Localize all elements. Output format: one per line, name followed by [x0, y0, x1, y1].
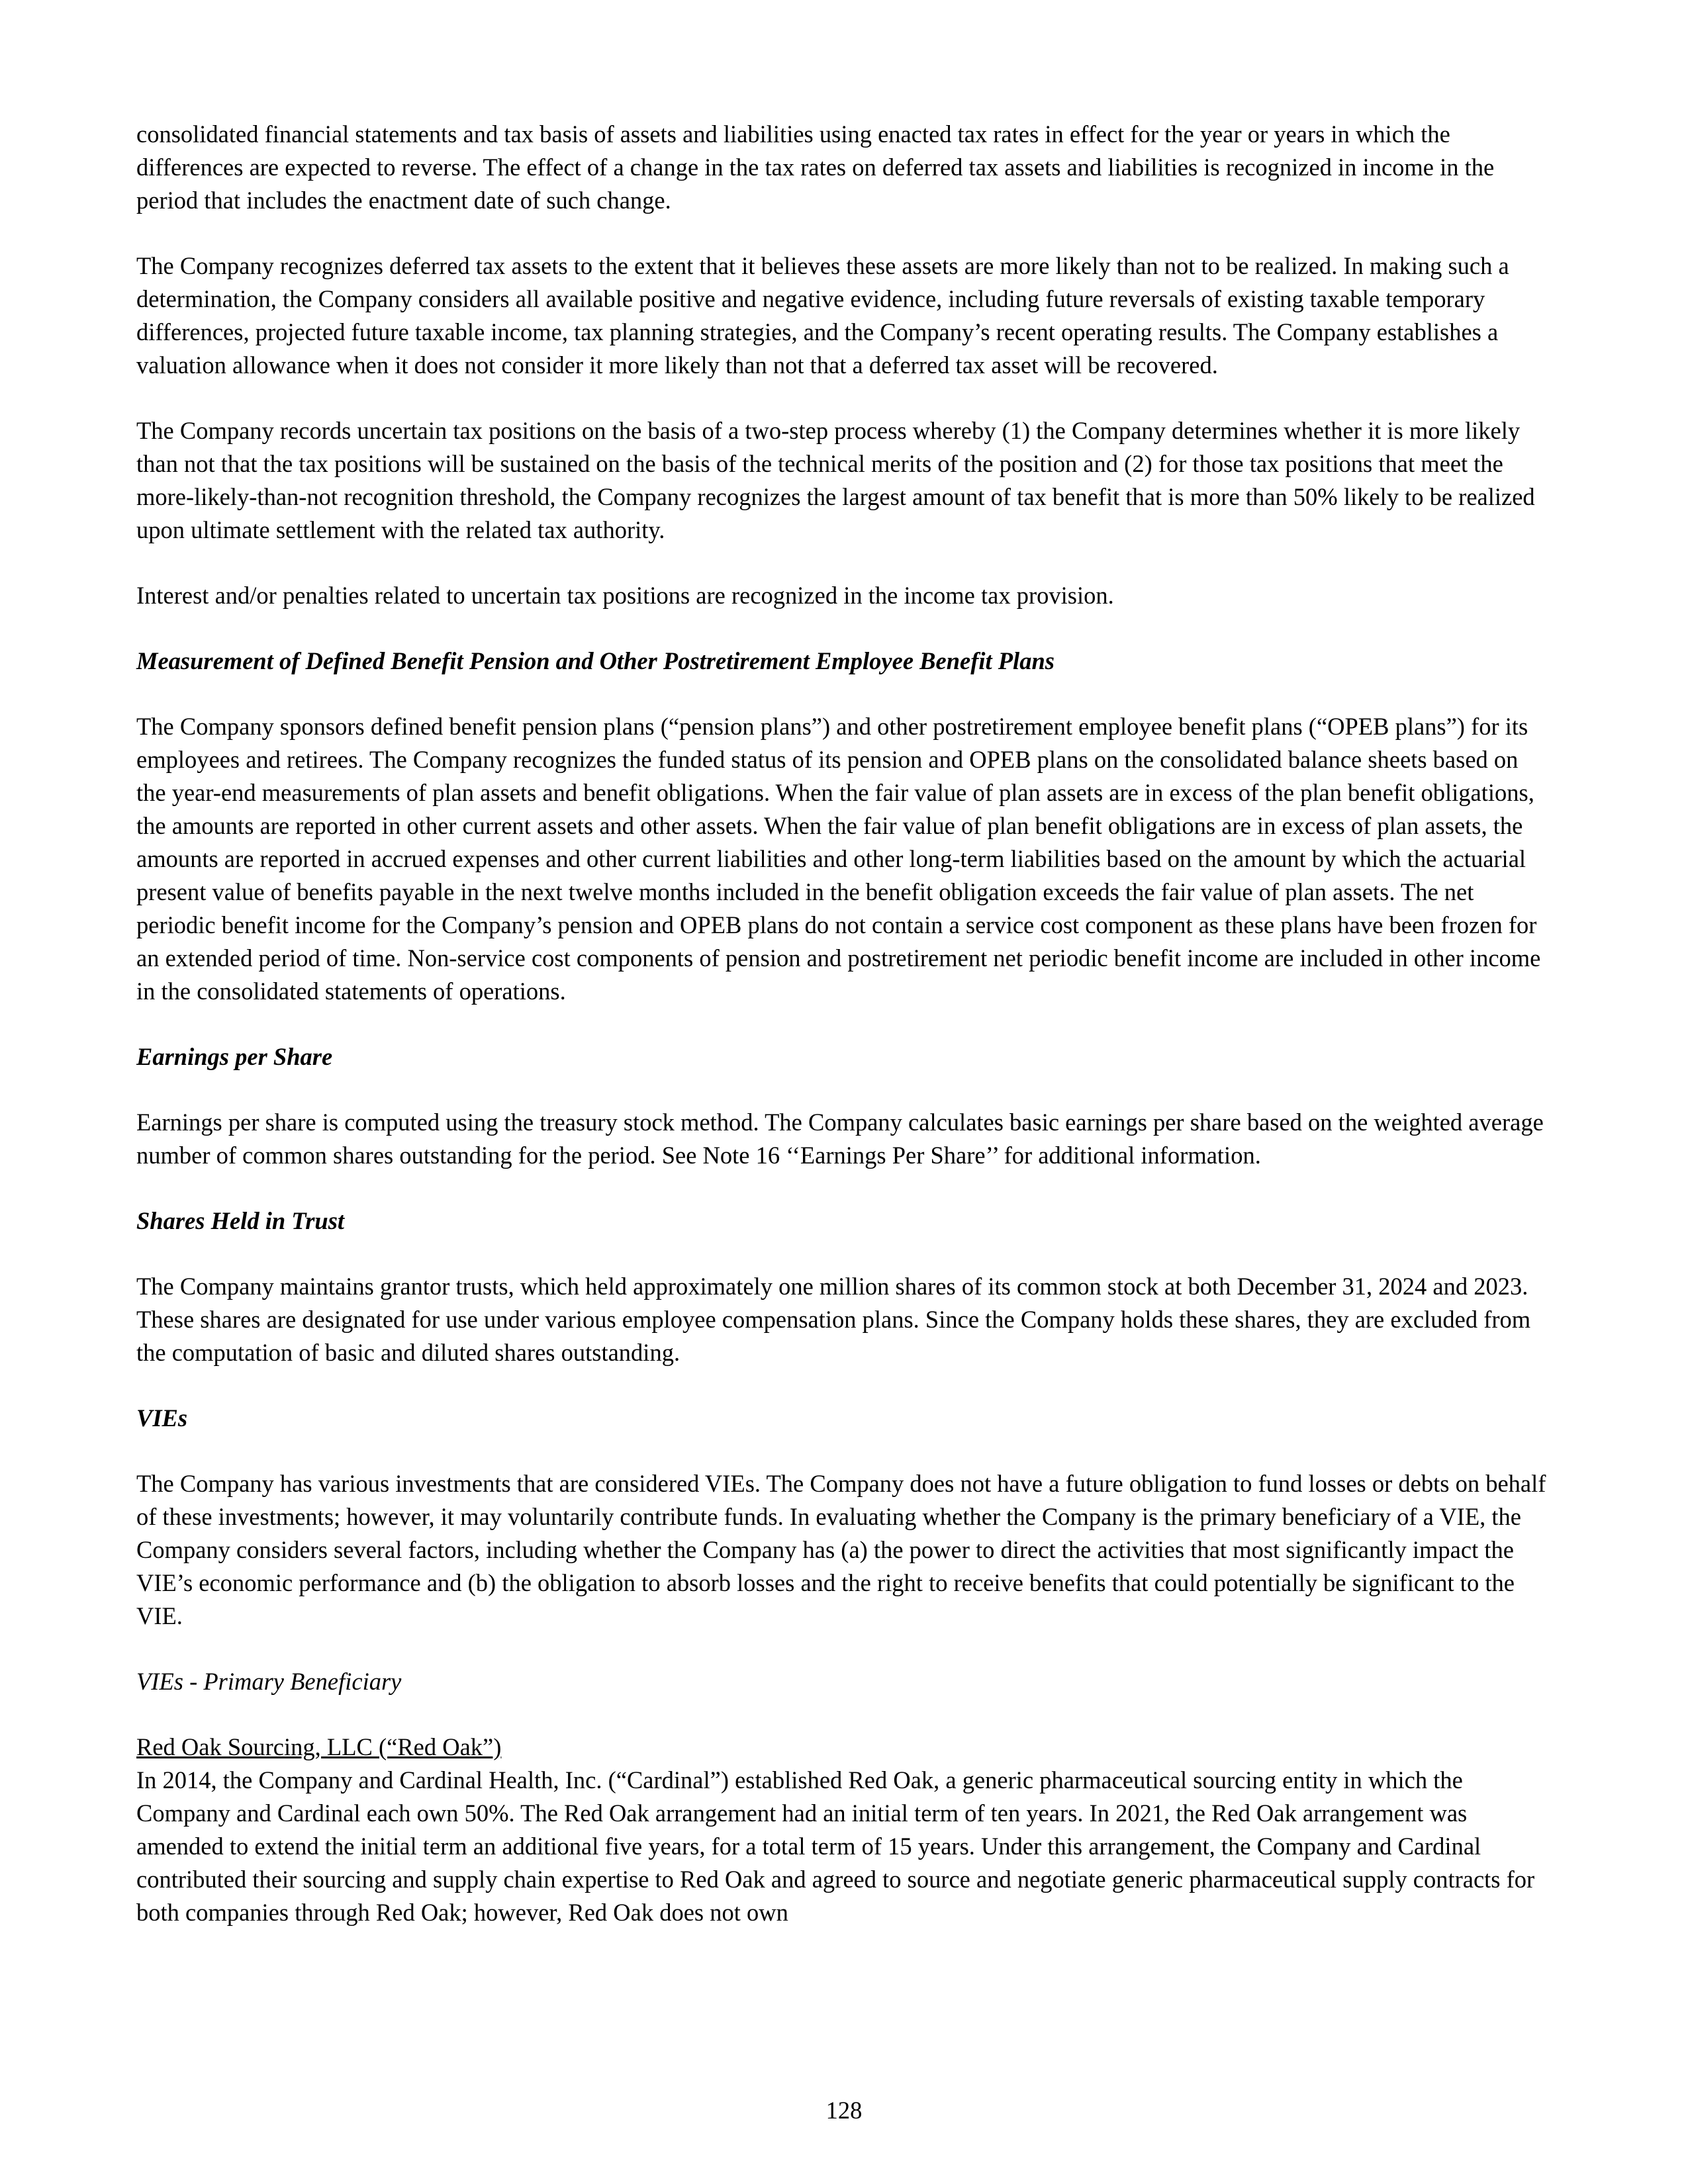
heading-pension-plans: Measurement of Defined Benefit Pension and Other Postretirement Employee Benefit Plans	[136, 647, 1055, 674]
title-red-oak: Red Oak Sourcing, LLC (“Red Oak”)	[136, 1733, 502, 1760]
paragraph-deferred-tax-assets: The Company recognizes deferred tax assets to the extent that it believes these assets are more likely than not to be realized. In making such a determination, the Company considers all available positive and negative evidence, including future reversals of existing taxable temporary differences, projected future taxable income, tax planning strategies, and the Company’s recent operating results. The Company establishes a valuation allowance when it does not consider it more likely than not that a deferred tax asset will be recovered.	[136, 252, 1509, 379]
paragraph-shares-held-in-trust: The Company maintains grantor trusts, which held approximately one million shares of its common stock at both December 31, 2024 and 2023. These shares are designated for use under various employee compensation plans. Since the Company holds these shares, they are excluded from the computation of basic and diluted shares outstanding.	[136, 1273, 1531, 1366]
heading-earnings-per-share: Earnings per Share	[136, 1043, 333, 1070]
paragraph-uncertain-tax-positions: The Company records uncertain tax positions on the basis of a two-step process whereby (1) the Company determines whether it is more likely than not that the tax positions will be sustained on the basis of the technical merits of the position and (2) for those tax positions that meet the more-likely-than-not recognition threshold, the Company recognizes the largest amount of tax benefit that is more than 50% likely to be realized upon ultimate settlement with the related tax authority.	[136, 417, 1535, 543]
page-number: 128	[825, 2097, 863, 2124]
paragraph-deferred-tax-basis: consolidated financial statements and tax basis of assets and liabilities using enacted tax rates in effect for the year or years in which the differences are expected to reverse. The effect of a change in the tax rates on deferred tax assets and liabilities is recognized in income in the period that includes the enactment date of such change.	[136, 120, 1495, 214]
subheading-vies-primary-beneficiary: VIEs - Primary Beneficiary	[136, 1668, 402, 1695]
paragraph-vies: The Company has various investments that are considered VIEs. The Company does not have a future obligation to fund losses or debts on behalf of these investments; however, it may voluntarily contribute funds. In evaluating whether the Company is the primary beneficiary of a VIE, the Company considers several factors, including whether the Company has (a) the power to direct the activities that most significantly impact the VIE’s economic performance and (b) the obligation to absorb losses and the right to receive benefits that could potentially be significant to the VIE.	[136, 1470, 1546, 1629]
heading-shares-held-in-trust: Shares Held in Trust	[136, 1207, 345, 1234]
paragraph-pension-plans: The Company sponsors defined benefit pension plans (“pension plans”) and other postretirement employee benefit plans (“OPEB plans”) for its employees and retirees. The Company recognizes the funded status of its pension and OPEB plans on the consolidated balance sheets based on the year-end measurements of plan assets and benefit obligations. When the fair value of plan assets are in excess of the plan benefit obligations, the amounts are reported in other current assets and other assets. When the fair value of plan benefit obligations are in excess of plan assets, the amounts are reported in accrued expenses and other current liabilities and other long-term liabilities based on the amount by which the actuarial present value of benefits payable in the next twelve months included in the benefit obligation exceeds the fair value of plan assets. The net periodic benefit income for the Company’s pension and OPEB plans do not contain a service cost component as these plans have been frozen for an extended period of time. Non-service cost components of pension and postretirement net periodic benefit income are included in other income in the consolidated statements of operations.	[136, 713, 1541, 1005]
paragraph-interest-penalties: Interest and/or penalties related to uncertain tax positions are recognized in the income tax provision.	[136, 582, 1114, 609]
paragraph-red-oak: In 2014, the Company and Cardinal Health, Inc. (“Cardinal”) established Red Oak, a generic pharmaceutical sourcing entity in which the Company and Cardinal each own 50%. The Red Oak arrangement had an initial term of ten years. In 2021, the Red Oak arrangement was amended to extend the initial term an additional five years, for a total term of 15 years. Under this arrangement, the Company and Cardinal contributed their sourcing and supply chain expertise to Red Oak and agreed to source and negotiate generic pharmaceutical supply contracts for both companies through Red Oak; however, Red Oak does not own	[136, 1766, 1535, 1926]
document-body	[136, 118, 1553, 1929]
heading-vies: VIEs	[136, 1404, 188, 1432]
paragraph-earnings-per-share: Earnings per share is computed using the treasury stock method. The Company calculates basic earnings per share based on the weighted average number of common shares outstanding for the period. See Note 16 ‘‘Earnings Per Share’’ for additional information.	[136, 1109, 1544, 1169]
